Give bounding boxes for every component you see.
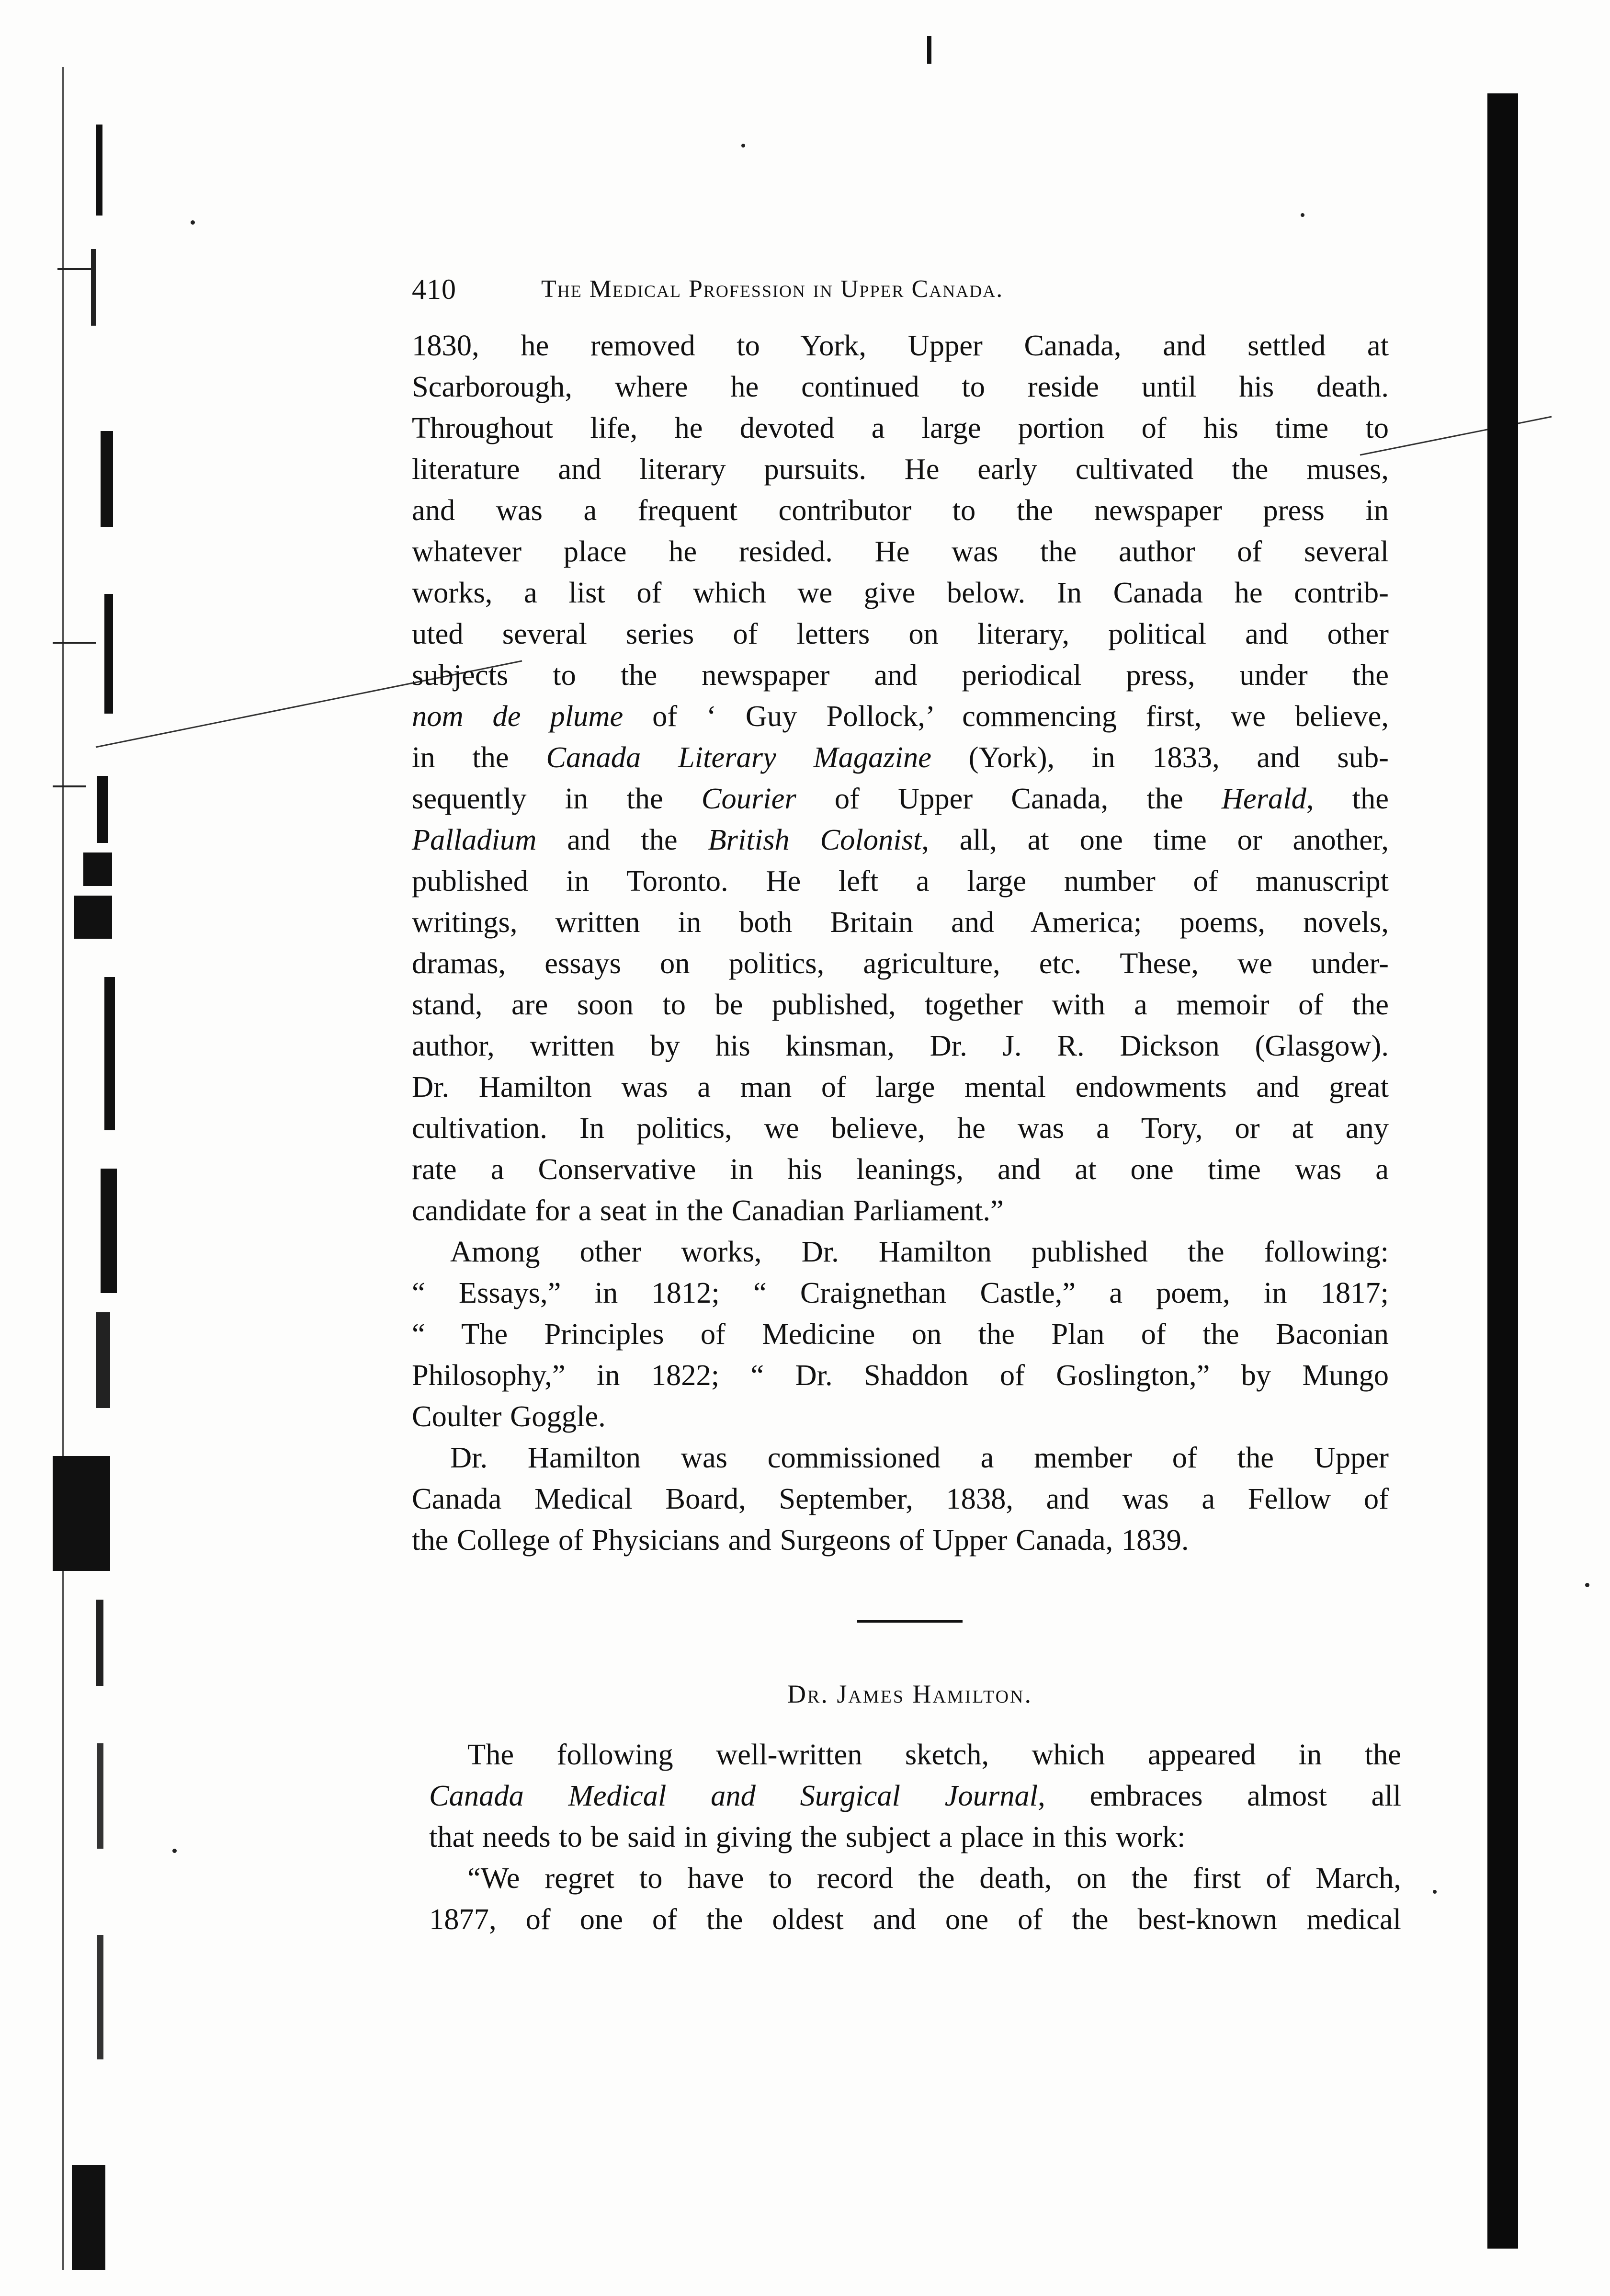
text-line: cultivation. In politics, we believe, he was a Tory, or at any xyxy=(412,1111,1389,1145)
text-line: Among other works, Dr. Hamilton published the following: xyxy=(450,1235,1389,1268)
right-edge-shadow xyxy=(1487,93,1518,2249)
text-line xyxy=(412,819,1389,860)
text-line: and was a frequent contributor to the newspaper press in xyxy=(412,493,1389,527)
text-line: stand, are soon to be published, together with a memoir of the xyxy=(412,988,1389,1021)
text-line xyxy=(412,695,1389,737)
text-line: The following well-written sketch, which appeared in the xyxy=(467,1738,1401,1771)
text-line: published in Toronto. He left a large number of manuscript xyxy=(412,864,1389,898)
text-line xyxy=(429,1775,1401,1816)
text-line: 1877, of one of the oldest and one of the best-known medical xyxy=(429,1902,1401,1936)
text-line: uted several series of letters on literary, political and other xyxy=(412,617,1389,650)
italic-title: Herald xyxy=(1221,782,1306,815)
italic-title: Courier xyxy=(701,782,796,815)
running-title: The Medical Profession in Upper Canada. xyxy=(541,275,1004,303)
text-run: and the xyxy=(536,823,708,856)
text-line: Throughout life, he devoted a large portion of his time to xyxy=(412,411,1389,444)
text-line: 1830, he removed to York, Upper Canada, and settled at xyxy=(412,329,1389,362)
text-line: “We regret to have to record the death, on the first of March, xyxy=(467,1861,1401,1895)
text-line: Scarborough, where he continued to reside until his death. xyxy=(412,370,1389,403)
paragraph-1 xyxy=(412,325,1389,1231)
text-line: “ Essays,” in 1812; “ Craignethan Castle,” a poem, in 1817; xyxy=(412,1276,1389,1309)
text-line xyxy=(412,778,1389,819)
section-divider xyxy=(857,1620,963,1623)
text-line: dramas, essays on politics, agriculture, etc. These, we under- xyxy=(412,946,1389,980)
text-run: sequently in the xyxy=(412,782,702,815)
text-run: of ‘ Guy Pollock,’ commencing first, we believe, xyxy=(623,699,1389,733)
paragraph-2 xyxy=(412,1231,1389,1437)
dust-speck xyxy=(1433,1890,1437,1894)
text-line: whatever place he resided. He was the author of several xyxy=(412,534,1389,568)
text-line: works, a list of which we give below. In Canada he contrib- xyxy=(412,576,1389,609)
section-heading: Dr. James Hamilton. xyxy=(787,1680,1032,1708)
top-print-mark xyxy=(927,36,931,64)
text-run: of Upper Canada, the xyxy=(796,782,1222,815)
text-line: Philosophy,” in 1822; “ Dr. Shaddon of Goslington,” by Mungo xyxy=(412,1358,1389,1392)
paragraph-4 xyxy=(429,1734,1401,1857)
dust-speck xyxy=(741,144,745,148)
text-line xyxy=(412,737,1389,778)
paragraph-3 xyxy=(412,1437,1389,1560)
text-line: candidate for a seat in the Canadian Parliament.” xyxy=(412,1193,1004,1227)
section-body xyxy=(429,1734,1401,1940)
italic-title: Palladium xyxy=(412,823,537,856)
dust-speck xyxy=(172,1849,177,1853)
text-run: , the xyxy=(1306,782,1389,815)
text-line: subjects to the newspaper and periodical press, under the xyxy=(412,658,1389,692)
italic-term: nom de plume xyxy=(412,699,624,733)
text-line: “ The Principles of Medicine on the Plan of the Baconian xyxy=(412,1317,1389,1351)
italic-title: Canada Medical and Surgical Journal xyxy=(429,1779,1038,1812)
text-line: that needs to be said in giving the subject a place in this work: xyxy=(429,1820,1186,1853)
text-line: author, written by his kinsman, Dr. J. R. Dickson (Glasgow). xyxy=(412,1029,1389,1062)
text-run: in the xyxy=(412,740,546,774)
text-line: Dr. Hamilton was a man of large mental endowments and great xyxy=(412,1070,1389,1103)
text-line: Canada Medical Board, September, 1838, and was a Fellow of xyxy=(412,1482,1389,1515)
text-line: writings, written in both Britain and America; poems, novels, xyxy=(412,905,1389,939)
text-run: , all, at one time or another, xyxy=(921,823,1389,856)
text-line: literature and literary pursuits. He early cultivated the muses, xyxy=(412,452,1389,486)
text-line: Coulter Goggle. xyxy=(412,1399,606,1433)
running-head xyxy=(412,268,1389,316)
italic-title: Canada Literary Magazine xyxy=(546,740,932,774)
text-line: Dr. Hamilton was commissioned a member of the Upper xyxy=(450,1441,1389,1474)
dust-speck xyxy=(191,220,195,225)
italic-title: British Colonist xyxy=(708,823,922,856)
text-line: rate a Conservative in his leanings, and at one time was a xyxy=(412,1152,1389,1186)
text-line: the College of Physicians and Surgeons of Upper Canada, 1839. xyxy=(412,1523,1189,1557)
text-run: , embraces almost all xyxy=(1038,1779,1401,1812)
page-content xyxy=(412,268,1401,1940)
paragraph-5 xyxy=(429,1857,1401,1940)
dust-speck xyxy=(1585,1583,1589,1587)
page-number: 410 xyxy=(412,273,456,305)
text-run: (York), in 1833, and sub- xyxy=(931,740,1389,774)
dust-speck xyxy=(1301,213,1304,217)
